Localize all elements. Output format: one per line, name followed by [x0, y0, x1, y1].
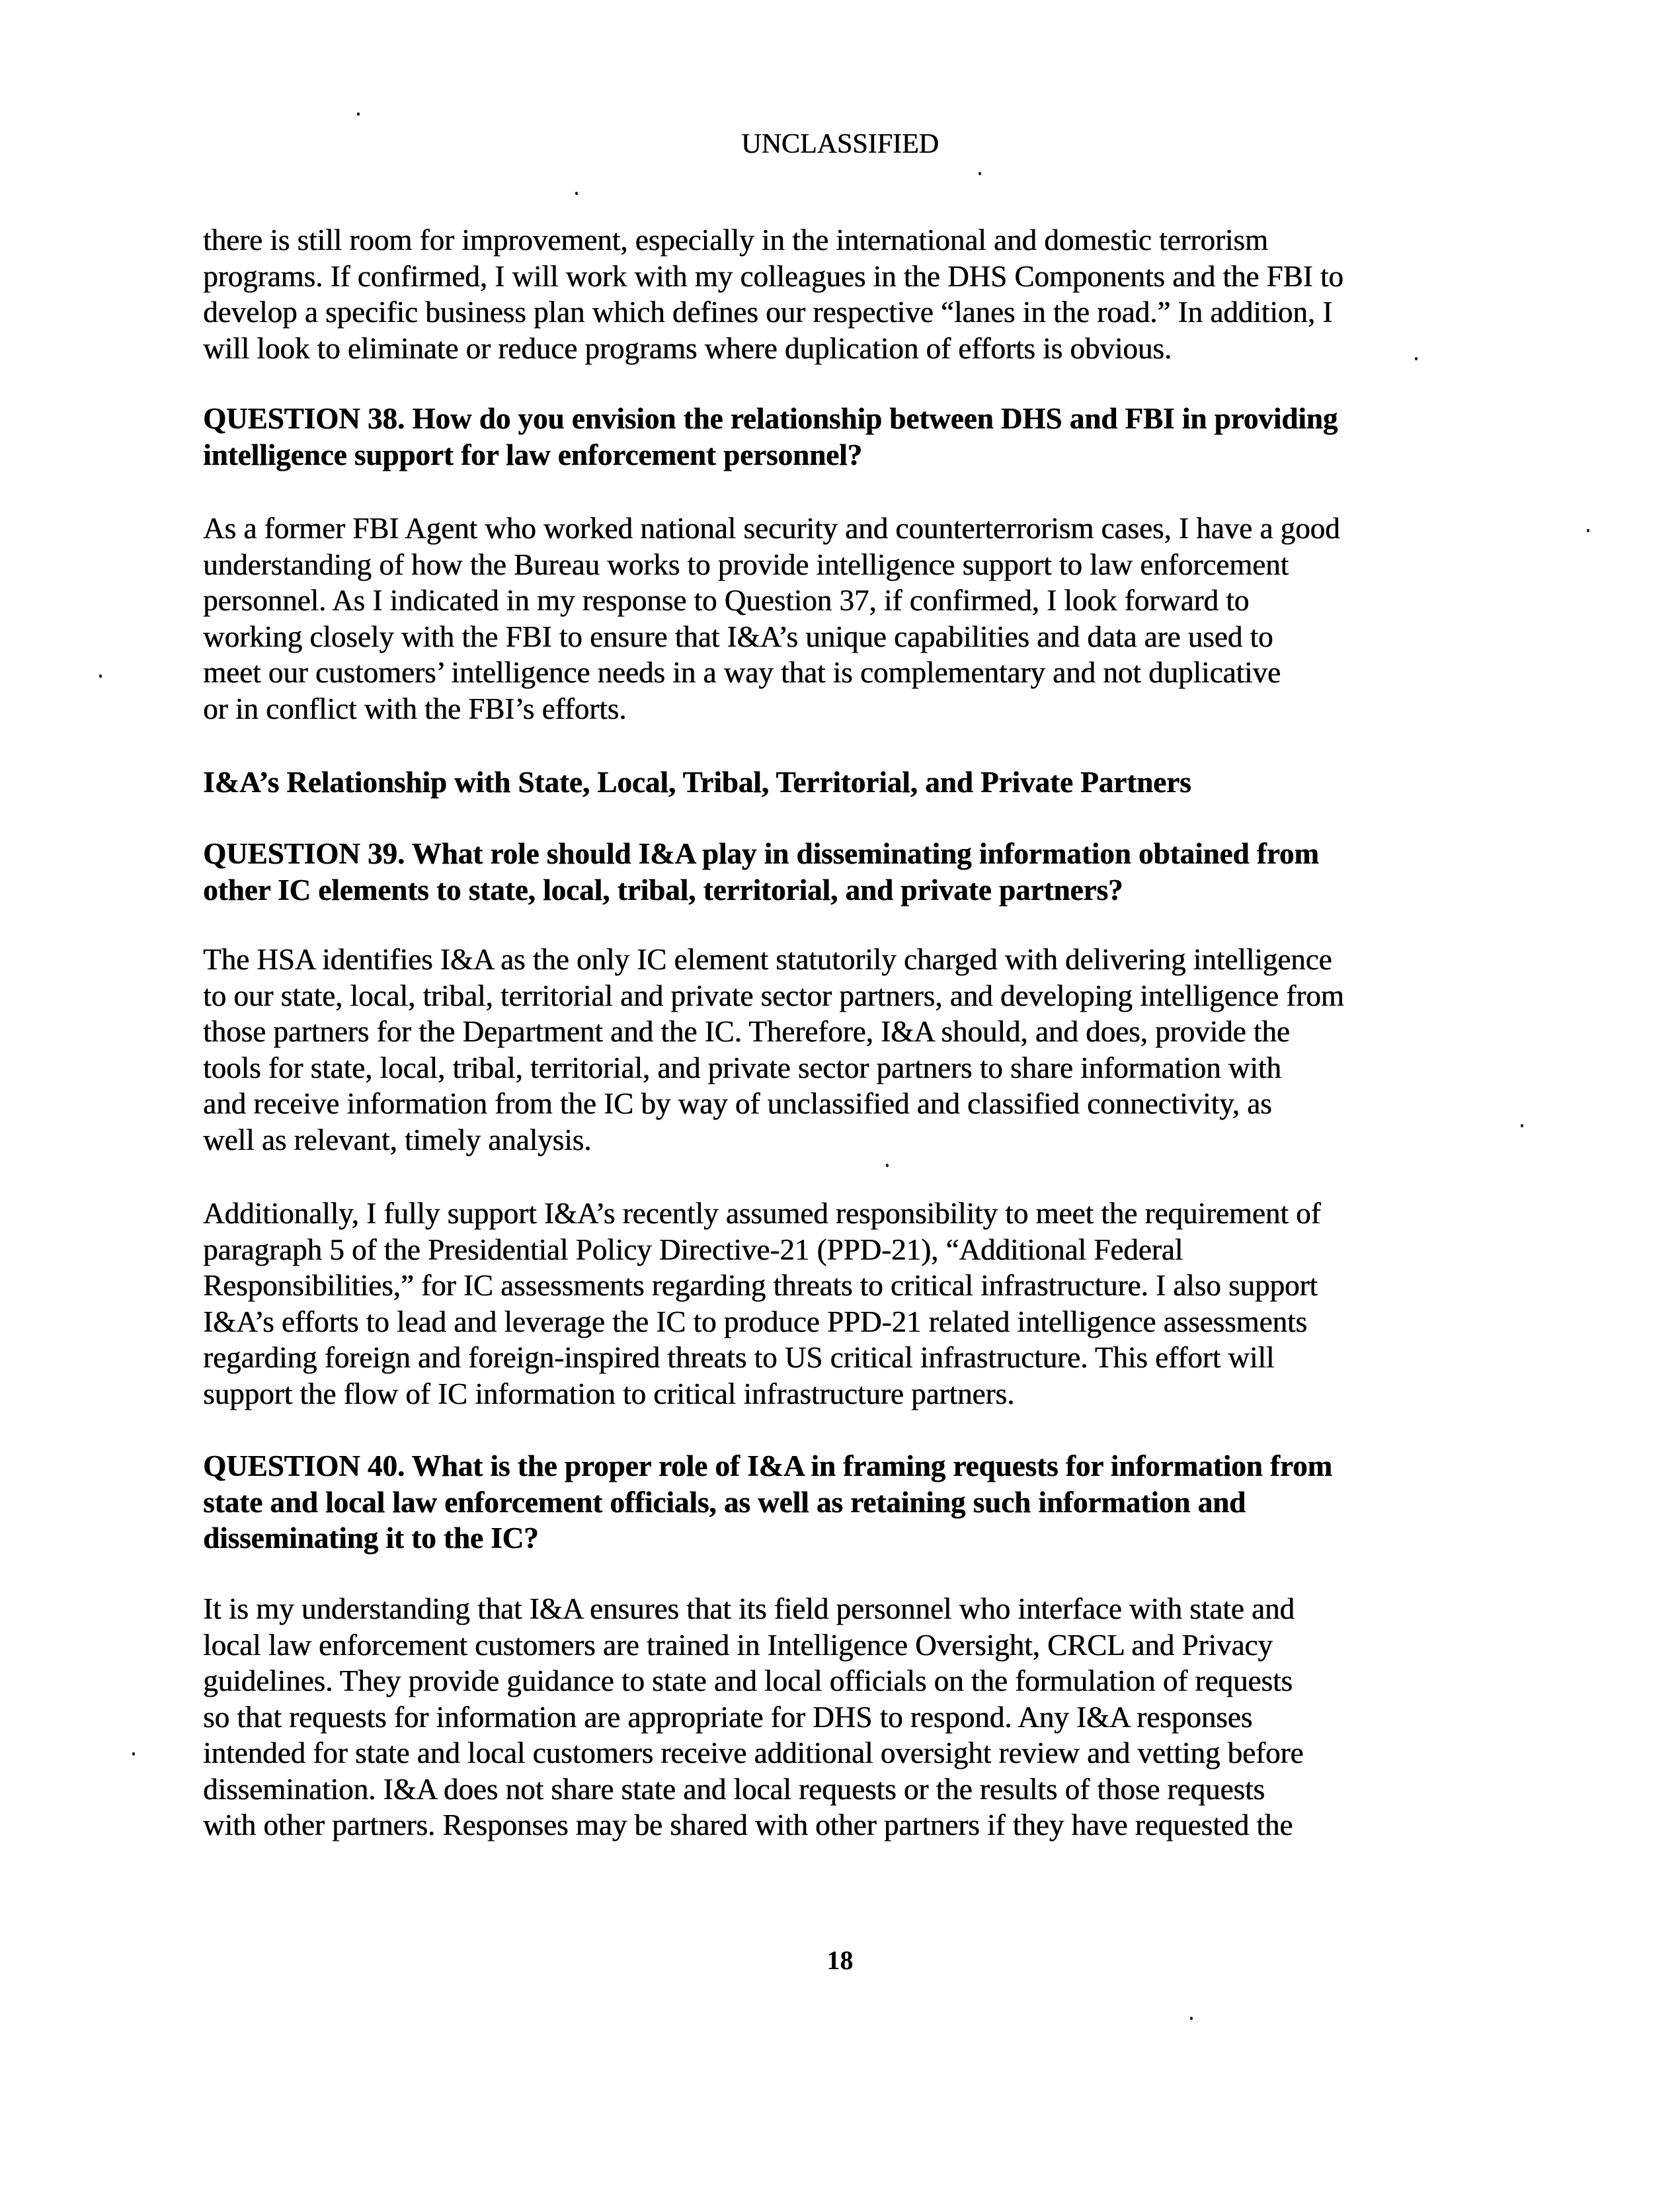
scan-speck	[1190, 2017, 1193, 2020]
scan-speck	[1415, 357, 1418, 360]
section-heading	[203, 764, 1191, 801]
text-line: meet our customers’ intelligence needs in a way that is complementary and not duplicative	[203, 656, 1281, 689]
text-line: understanding of how the Bureau works to provide intelligence support to law enforcement	[203, 547, 1289, 581]
page-number: 18	[826, 1945, 854, 1975]
scan-speck	[1521, 1124, 1523, 1127]
scan-speck	[1587, 529, 1589, 532]
text-line: The HSA identifies I&A as the only IC element statutorily charged with delivering intelligence	[203, 943, 1332, 976]
text-line: local law enforcement customers are trained in Intelligence Oversight, CRCL and Privacy	[203, 1628, 1273, 1662]
text-line: other IC elements to state, local, tribal, territorial, and private partners?	[203, 873, 1123, 907]
text-line: to our state, local, tribal, territorial and private sector partners, and developing intelligence from	[203, 979, 1344, 1012]
text-line: tools for state, local, tribal, territorial, and private sector partners to share information with	[203, 1051, 1281, 1084]
text-line: support the flow of IC information to critical infrastructure partners.	[203, 1377, 1015, 1410]
question-39	[203, 836, 1319, 908]
scan-speck	[357, 112, 360, 116]
text-line: Additionally, I fully support I&A’s recently assumed responsibility to meet the requirement of	[203, 1197, 1321, 1230]
answer-39-additional	[203, 1195, 1321, 1412]
text-line: programs. If confirmed, I will work with my colleagues in the DHS Components and the FBI to	[203, 259, 1343, 293]
text-line: or in conflict with the FBI’s efforts.	[203, 692, 627, 725]
answer-38	[203, 510, 1340, 727]
text-line: intended for state and local customers receive additional oversight review and vetting before	[203, 1736, 1304, 1769]
text-line: disseminating it to the IC?	[203, 1521, 539, 1555]
answer-40	[203, 1591, 1303, 1843]
text-line: dissemination. I&A does not share state and local requests or the results of those requests	[203, 1772, 1265, 1806]
answer-39	[203, 942, 1344, 1158]
scan-speck	[132, 1752, 135, 1756]
text-line: guidelines. They provide guidance to state and local officials on the formulation of requests	[203, 1664, 1293, 1697]
question-38	[203, 401, 1338, 473]
text-line: QUESTION 39. What role should I&A play in disseminating information obtained from	[203, 837, 1319, 870]
classification-header: UNCLASSIFIED	[741, 129, 939, 159]
text-line: well as relevant, timely analysis.	[203, 1123, 592, 1156]
text-line: develop a specific business plan which defines our respective “lanes in the road.” In addition, I	[203, 296, 1333, 329]
text-line: regarding foreign and foreign-inspired threats to US critical infrastructure. This effort will	[203, 1341, 1275, 1374]
text-line: will look to eliminate or reduce programs where duplication of efforts is obvious.	[203, 331, 1172, 365]
text-line: Responsibilities,” for IC assessments regarding threats to critical infrastructure. I also support	[203, 1269, 1318, 1302]
text-line: I&A’s Relationship with State, Local, Tribal, Territorial, and Private Partners	[203, 766, 1191, 799]
scan-speck	[575, 192, 578, 195]
text-line: QUESTION 38. How do you envision the relationship between DHS and FBI in providing	[203, 402, 1338, 435]
text-line: working closely with the FBI to ensure that I&A’s unique capabilities and data are used to	[203, 620, 1273, 653]
scan-speck	[886, 1164, 889, 1167]
text-line: state and local law enforcement officials, as well as retaining such information and	[203, 1485, 1246, 1519]
text-line: intelligence support for law enforcement personnel?	[203, 438, 862, 471]
question-40	[203, 1448, 1332, 1557]
text-line: It is my understanding that I&A ensures that its field personnel who interface with state and	[203, 1592, 1295, 1625]
text-line: those partners for the Department and the IC. Therefore, I&A should, and does, provide the	[203, 1015, 1290, 1048]
text-line: with other partners. Responses may be shared with other partners if they have requested the	[203, 1808, 1293, 1842]
scan-speck	[99, 674, 102, 678]
text-line: I&A’s efforts to lead and leverage the IC to produce PPD-21 related intelligence assessments	[203, 1305, 1307, 1338]
scan-speck	[979, 172, 981, 175]
text-line: so that requests for information are appropriate for DHS to respond. Any I&A responses	[203, 1700, 1253, 1734]
paragraph-continuation	[203, 222, 1343, 366]
text-line: personnel. As I indicated in my response to Question 37, if confirmed, I look forward to	[203, 584, 1250, 617]
text-line: there is still room for improvement, especially in the international and domestic terrorism	[203, 223, 1268, 257]
text-line: and receive information from the IC by way of unclassified and classified connectivity, as	[203, 1087, 1272, 1120]
text-line: QUESTION 40. What is the proper role of I&A in framing requests for information from	[203, 1449, 1332, 1482]
text-line: paragraph 5 of the Presidential Policy Directive-21 (PPD-21), “Additional Federal	[203, 1233, 1183, 1266]
text-line: As a former FBI Agent who worked national security and counterterrorism cases, I have a good	[203, 512, 1340, 545]
